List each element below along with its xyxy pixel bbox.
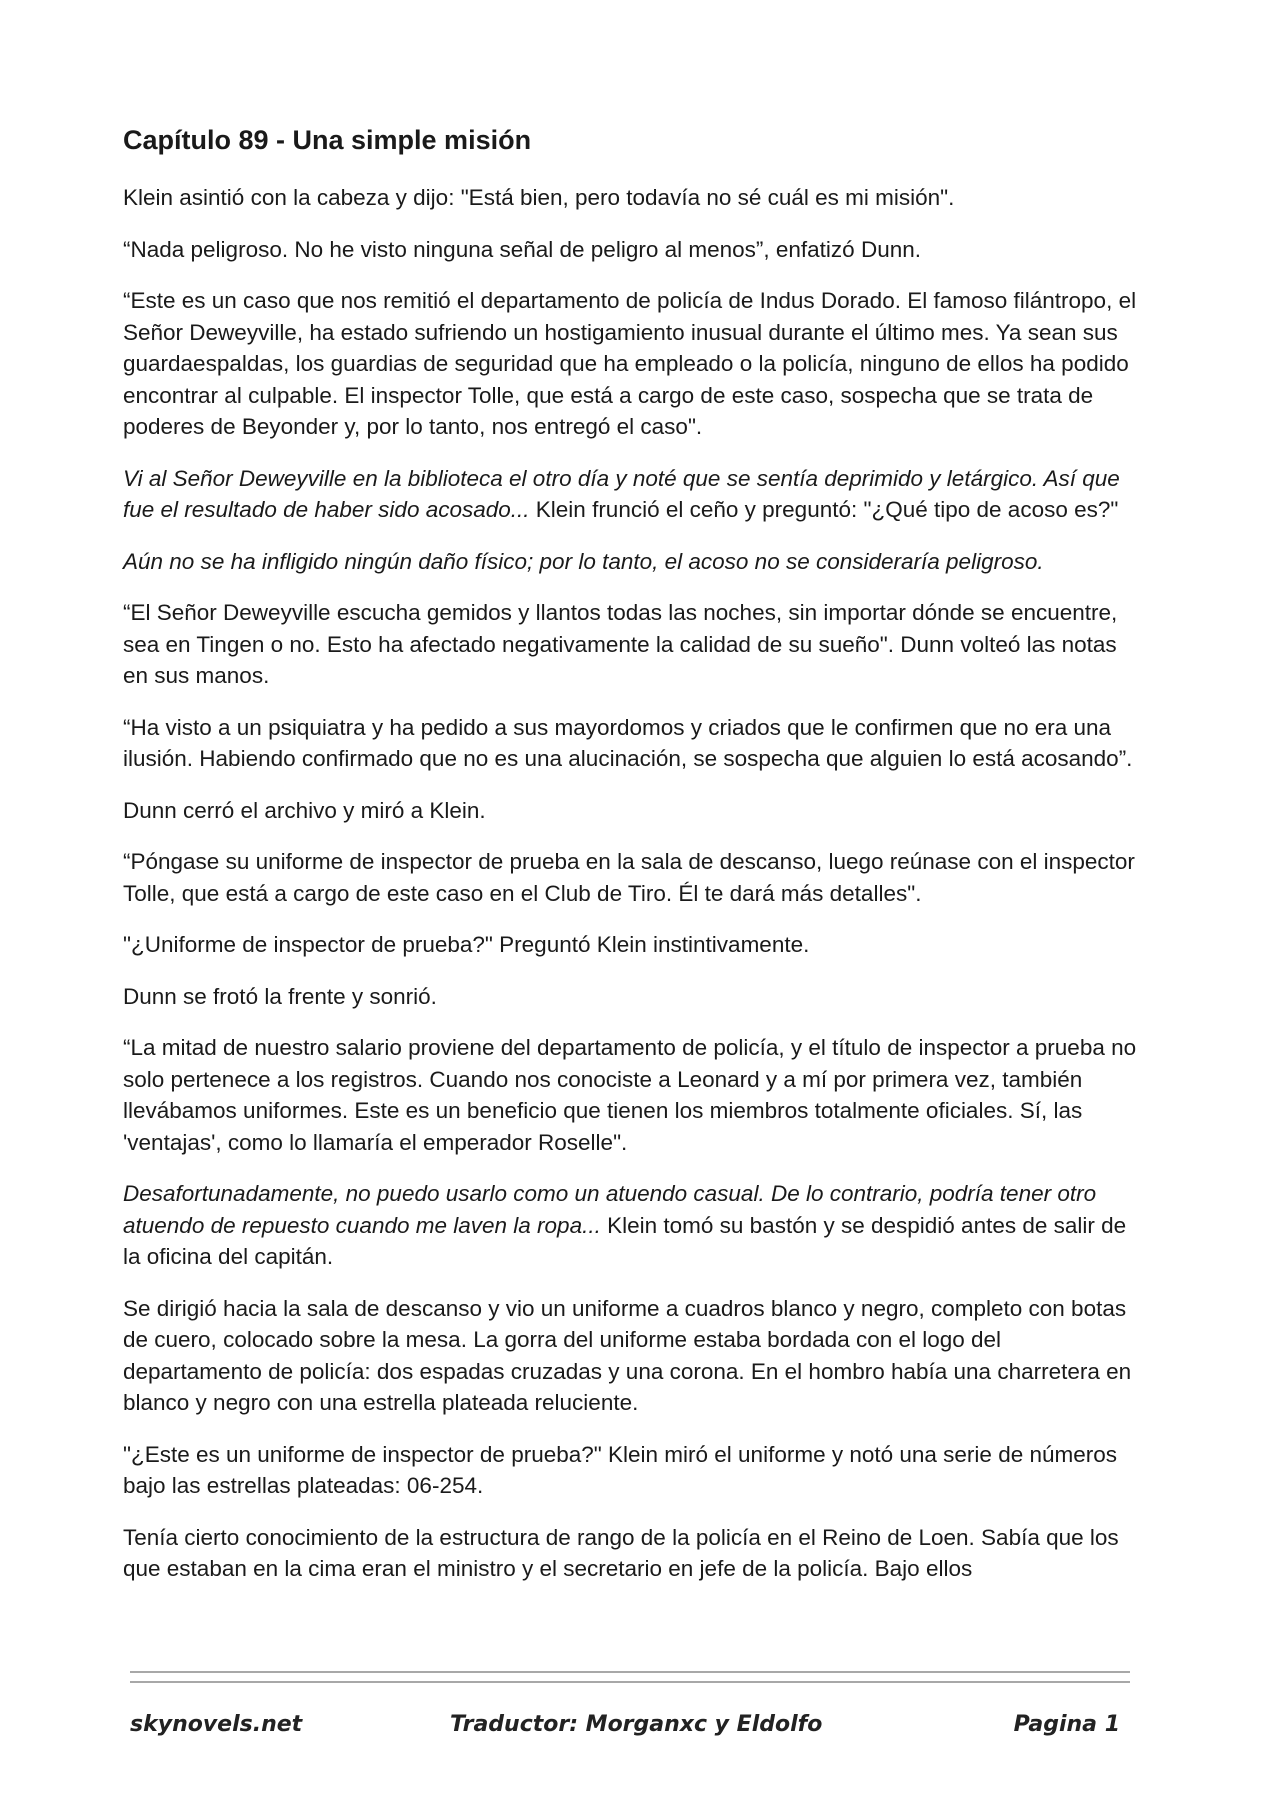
- paragraph: [123, 234, 1143, 266]
- paragraph: [123, 463, 1143, 526]
- paragraph: [123, 285, 1143, 443]
- paragraph-text: Tenía cierto conocimiento de la estructura de rango de la policía en el Reino de Loen. Sabía que los que estaban en la cima eran el ministro y el secretario en jefe de la policía. Bajo ellos: [123, 1524, 1119, 1581]
- paragraph: [123, 846, 1143, 909]
- paragraph: [123, 182, 1143, 214]
- paragraph-list: [123, 182, 1143, 1585]
- paragraph-text: Dunn se frotó la frente y sonrió.: [123, 983, 437, 1009]
- paragraph: [123, 929, 1143, 961]
- paragraph: [123, 1032, 1143, 1158]
- paragraph-text: “Nada peligroso. No he visto ninguna señal de peligro al menos”, enfatizó Dunn.: [123, 236, 921, 262]
- footer-page-number: Pagina 1: [1013, 1712, 1120, 1737]
- paragraph-text: "¿Este es un uniforme de inspector de prueba?" Klein miró el uniforme y notó una serie de números bajo las estrellas plateadas: 06-254.: [123, 1441, 1118, 1498]
- paragraph-text: Klein frunció el ceño y preguntó: "¿Qué tipo de acoso es?": [529, 497, 1119, 522]
- paragraph-text: “El Señor Deweyville escucha gemidos y llantos todas las noches, sin importar dónde se encuentre, sea en Tingen o no. Esto ha afectado negativamente la calidad de su sueño". Dunn volteó las notas en sus manos.: [123, 600, 1118, 688]
- paragraph-text: “La mitad de nuestro salario proviene del departamento de policía, y el título de inspector a prueba no solo pertenece a los registros. Cuando nos conociste a Leonard y a mí por primera vez, también llevábamos uniformes. Este es un beneficio que tienen los miembros totalmente oficiales. Sí, las 'ventajas', como lo llamaría el emperador Roselle".: [123, 1035, 1137, 1155]
- paragraph: [123, 712, 1143, 775]
- paragraph-text: “Ha visto a un psiquiatra y ha pedido a sus mayordomos y criados que le confirmen que no era una ilusión. Habiendo confirmado que no es una alucinación, se sospecha que alguien lo está acosando”.: [123, 714, 1133, 771]
- footer-divider-bottom: [130, 1681, 1130, 1683]
- page-footer: [130, 1712, 1120, 1752]
- italic-text: Aún no se ha infligido ningún daño físico; por lo tanto, el acoso no se consideraría peligroso.: [123, 548, 1044, 574]
- paragraph: [123, 981, 1143, 1013]
- footer-translator: Traductor: Morganxc y Eldolfo: [450, 1712, 823, 1737]
- paragraph-text: Se dirigió hacia la sala de descanso y vio un uniforme a cuadros blanco y negro, completo con botas de cuero, colocado sobre la mesa. La gorra del uniforme estaba bordada con el logo del departamento de policía: dos espadas cruzadas y una corona. En el hombro había una charretera en blanco y negro con una estrella plateada reluciente.: [123, 1295, 1132, 1415]
- paragraph-text: “Póngase su uniforme de inspector de prueba en la sala de descanso, luego reúnase con el inspector Tolle, que está a cargo de este caso en el Club de Tiro. Él te dará más detalles".: [123, 849, 1135, 906]
- paragraph: [123, 1293, 1143, 1419]
- italic-text: Desafortunadamente, no puedo usarlo como un atuendo casual. De lo contrario, podría tener otro atuendo de repuesto cuando me laven la ropa...: [123, 1181, 1097, 1238]
- paragraph-text: Klein asintió con la cabeza y dijo: "Está bien, pero todavía no sé cuál es mi misión".: [123, 185, 955, 210]
- chapter-title: Capítulo 89 - Una simple misión: [123, 125, 532, 155]
- paragraph: [123, 1178, 1143, 1273]
- paragraph: [123, 597, 1143, 692]
- paragraph-text: Klein tomó su bastón y se despidió antes de salir de la oficina del capitán.: [123, 1212, 1127, 1269]
- paragraph: [123, 1522, 1143, 1585]
- paragraph: [123, 795, 1143, 827]
- footer-site: skynovels.net: [130, 1712, 303, 1737]
- paragraph-text: Dunn cerró el archivo y miró a Klein.: [123, 797, 486, 823]
- document-body: [123, 120, 1143, 1605]
- paragraph-text: "¿Uniforme de inspector de prueba?" Preguntó Klein instintivamente.: [123, 932, 810, 957]
- paragraph: [123, 1439, 1143, 1502]
- paragraph: [123, 546, 1143, 578]
- paragraph-text: “Este es un caso que nos remitió el departamento de policía de Indus Dorado. El famoso filántropo, el Señor Deweyville, ha estado sufriendo un hostigamiento inusual durante el último mes. Ya sean sus guardaespaldas, los guardias de seguridad que ha empleado o la policía, ninguno de ellos ha podido encontrar al culpable. El inspector Tolle, que está a cargo de este caso, sospecha que se trata de poderes de Beyonder y, por lo tanto, nos entregó el caso".: [123, 288, 1137, 439]
- italic-text: Vi al Señor Deweyville en la biblioteca el otro día y noté que se sentía deprimido y letárgico. Así que fue el resultado de haber sido acosado...: [123, 465, 1120, 522]
- footer-divider-top: [130, 1671, 1130, 1673]
